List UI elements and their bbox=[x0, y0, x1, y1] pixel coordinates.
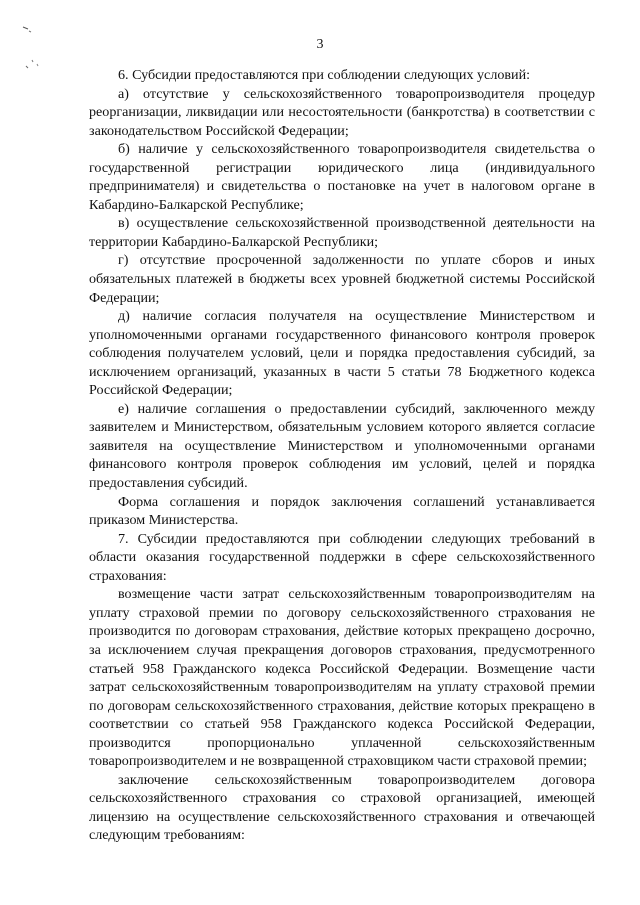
paragraph-6b: б) наличие у сельскохозяйственного товаропроизводителя свидетельства о государственной регистрации юридического лица (индивидуального предпринимателя) и свидетельства о постановке на учет в налоговом органе в Кабардино-Балкарской Республике; bbox=[89, 141, 595, 213]
paragraph-7-heading: 7. Субсидии предоставляются при соблюдении следующих требований в области оказания государственной поддержки в сфере сельскохозяйственного страхования: bbox=[89, 530, 595, 584]
paragraph-agreement-form: Форма соглашения и порядок заключения соглашений устанавливается приказом Министерства. bbox=[89, 493, 595, 529]
paragraph-6a: а) отсутствие у сельскохозяйственного товаропроизводителя процедур реорганизации, ликвидации или несостоятельности (банкротства) в соответствии с законодательством Российской Федерации; bbox=[89, 85, 595, 139]
paragraph-6g: г) отсутствие просроченной задолженности по уплате сборов и иных обязательных платежей в бюджеты всех уровней бюджетной системы Российской Федерации; bbox=[89, 252, 595, 306]
page-number: 3 bbox=[316, 37, 324, 52]
paragraph-6-heading: 6. Субсидии предоставляются при соблюдении следующих условий: bbox=[118, 67, 531, 83]
paragraph-7-reimbursement: возмещение части затрат сельскохозяйственным товаропроизводителям на уплату страховой премии по договору сельскохозяйственного страхования не производится по договорам страхования, действие которых прекращено досрочно, за исключением случая прекращения договоров страхования, предусмотренного статьей 958 Гражданского кодекса Российской Федерации. Возмещение части затрат сельскохозяйственным товаропроизводителям на уплату страховой премии по договорам сельскохозяйственного страхования, действие которых прекращено в соответствии со статьей 958 Гражданского кодекса Российской Федерации, производится пропорционально уплаченной сельскохозяйственным товаропроизводителем и не возвращенной страховщиком части страховой премии; bbox=[89, 586, 595, 770]
document-body bbox=[89, 66, 595, 845]
paragraph-6d: д) наличие согласия получателя на осуществление Министерством и уполномоченными органами государственного финансового контроля проверок соблюдения получателем условий, цели и порядка предоставления субсидий, за исключением организаций, указанных в части 5 статьи 78 Бюджетного кодекса Российской Федерации; bbox=[89, 308, 595, 399]
paragraph-6v: в) осуществление сельскохозяйственной производственной деятельности на территории Кабардино-Балкарской Республики; bbox=[89, 215, 595, 250]
paragraph-7-contract: заключение сельскохозяйственным товаропроизводителем договора сельскохозяйственного страхования со страховой организацией, имеющей лицензию на осуществление сельскохозяйственного страхования и отвечающей следующим требованиям: bbox=[89, 771, 595, 844]
paragraph-6e: е) наличие соглашения о предоставлении субсидий, заключенного между заявителем и Министерством, обязательным условием которого является согласие заявителя на осуществление Министерством и уполномоченными органами финансового контроля проверок соблюдения им условий, целей и порядка предоставления субсидий. bbox=[89, 400, 595, 492]
